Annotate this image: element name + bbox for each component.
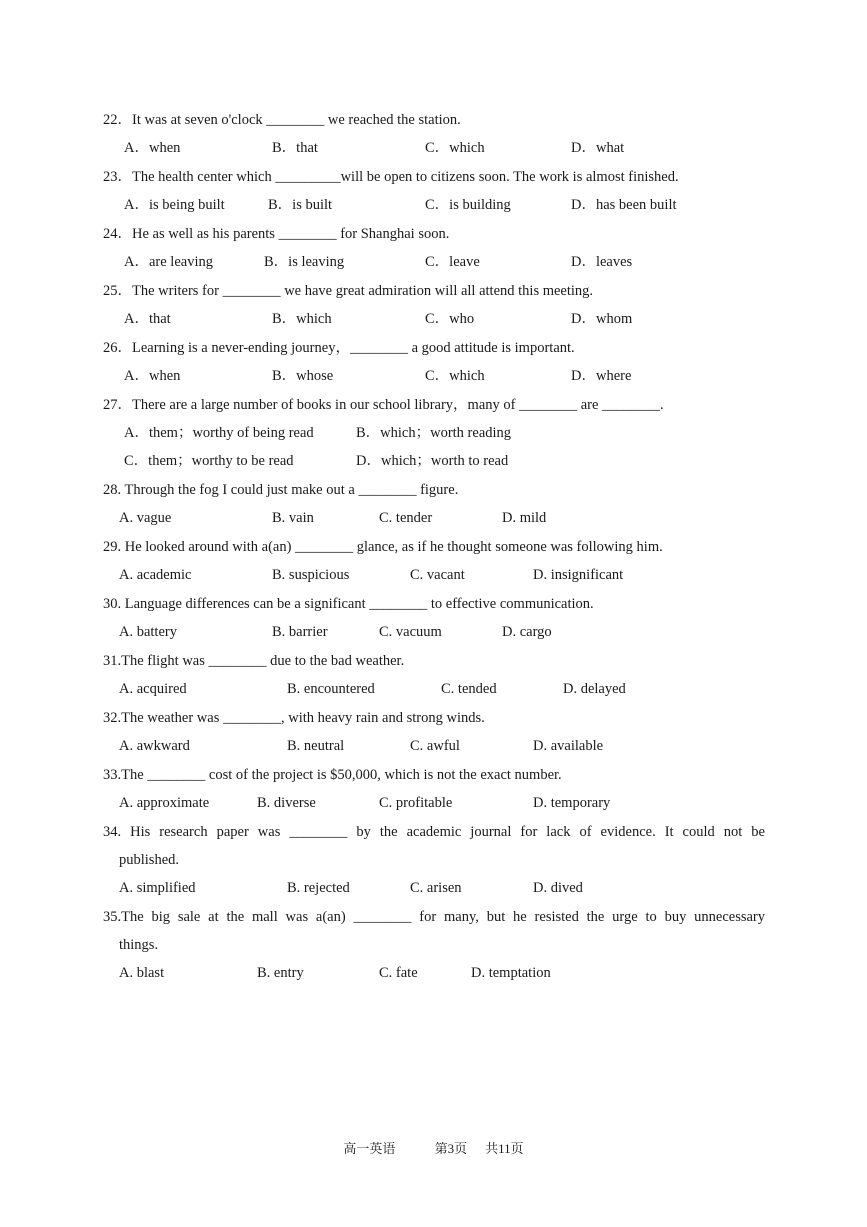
option-c: C．which bbox=[425, 140, 485, 156]
option-c: C. vacant bbox=[410, 567, 465, 583]
option-b: B. entry bbox=[257, 965, 304, 981]
option-b: B. encountered bbox=[287, 681, 375, 697]
option-d: D. dived bbox=[533, 880, 583, 896]
option-a: A. academic bbox=[119, 567, 192, 583]
question-stem-line1: 34. His research paper was ________ by the academic journal for lack of evidence. It could not be bbox=[103, 824, 765, 840]
page-footer bbox=[0, 1138, 867, 1157]
option-c: C. tended bbox=[441, 681, 497, 697]
option-a: A. simplified bbox=[119, 880, 196, 896]
option-c: C．them；worthy to be read bbox=[124, 453, 294, 469]
option-a: A．when bbox=[124, 140, 181, 156]
question-stem: 30. Language differences can be a significant ________ to effective communication. bbox=[103, 596, 594, 612]
option-d: D. temporary bbox=[533, 795, 611, 811]
option-c: C．leave bbox=[425, 254, 480, 270]
option-c: C．which bbox=[425, 368, 485, 384]
option-b: B. suspicious bbox=[272, 567, 350, 583]
option-d: D．whom bbox=[571, 311, 633, 327]
option-b: B．which bbox=[272, 311, 332, 327]
question-stem-continuation: things. bbox=[119, 937, 159, 953]
question-stem: 27．There are a large number of books in our school library，many of ________ are ________. bbox=[103, 397, 664, 413]
question-stem: 24．He as well as his parents ________ for Shanghai soon. bbox=[103, 226, 450, 242]
option-b: B. barrier bbox=[272, 624, 328, 640]
option-a: A．them；worthy of being read bbox=[124, 425, 314, 441]
question-stem: 31.The flight was ________ due to the bad weather. bbox=[103, 653, 405, 669]
option-d: D．which；worth to read bbox=[356, 453, 509, 469]
question-stem: 26．Learning is a never-ending journey，________ a good attitude is important. bbox=[103, 340, 575, 356]
option-c: C. awful bbox=[410, 738, 460, 754]
option-c: C. fate bbox=[379, 965, 418, 981]
option-a: A．are leaving bbox=[124, 254, 213, 270]
option-d: D．leaves bbox=[571, 254, 633, 270]
option-c: C. arisen bbox=[410, 880, 462, 896]
option-b: B．is leaving bbox=[264, 254, 345, 270]
option-d: D. mild bbox=[502, 510, 547, 526]
option-b: B. neutral bbox=[287, 738, 345, 754]
option-b: B．whose bbox=[272, 368, 334, 384]
option-d: D. cargo bbox=[502, 624, 552, 640]
option-c: C. profitable bbox=[379, 795, 453, 811]
option-b: B. vain bbox=[272, 510, 314, 526]
question-stem: 29. He looked around with a(an) ________ glance, as if he thought someone was following him. bbox=[103, 539, 663, 555]
footer-page-number: 第3页 bbox=[434, 1141, 468, 1156]
option-d: D. temptation bbox=[471, 965, 551, 981]
option-c: C. vacuum bbox=[379, 624, 442, 640]
option-a: A. vague bbox=[119, 510, 172, 526]
option-a: A. awkward bbox=[119, 738, 190, 754]
option-b: B．that bbox=[272, 140, 318, 156]
option-d: D．where bbox=[571, 368, 632, 384]
option-a: A．that bbox=[124, 311, 171, 327]
option-b: B. diverse bbox=[257, 795, 316, 811]
question-stem: 32.The weather was ________, with heavy rain and strong winds. bbox=[103, 710, 485, 726]
question-stem: 28. Through the fog I could just make out a ________ figure. bbox=[103, 482, 459, 498]
option-b: B．is built bbox=[268, 197, 333, 213]
option-d: D．what bbox=[571, 140, 625, 156]
option-d: D. insignificant bbox=[533, 567, 624, 583]
question-stem: 25．The writers for ________ we have great admiration will all attend this meeting. bbox=[103, 283, 594, 299]
option-a: A．is being built bbox=[124, 197, 225, 213]
option-d: D. delayed bbox=[563, 681, 626, 697]
question-stem bbox=[103, 908, 765, 926]
question-stem-line1: 35.The big sale at the mall was a(an) ________ for many, but he resisted the urge to buy unnecessary bbox=[103, 909, 765, 925]
question-stem: 23．The health center which _________will be open to citizens soon. The work is almost finished. bbox=[103, 169, 679, 185]
option-d: D. available bbox=[533, 738, 604, 754]
option-a: A. battery bbox=[119, 624, 177, 640]
option-a: A. blast bbox=[119, 965, 165, 981]
question-stem: 22．It was at seven o'clock ________ we reached the station. bbox=[103, 112, 461, 128]
option-a: A. acquired bbox=[119, 681, 187, 697]
option-a: A．when bbox=[124, 368, 181, 384]
question-stem bbox=[103, 823, 765, 841]
option-a: A. approximate bbox=[119, 795, 210, 811]
footer-subject: 高一英语 bbox=[343, 1141, 396, 1156]
option-b: B．which；worth reading bbox=[356, 425, 512, 441]
question-stem-continuation: published. bbox=[119, 852, 180, 868]
question-stem: 33.The ________ cost of the project is $50,000, which is not the exact number. bbox=[103, 767, 562, 783]
option-c: C．who bbox=[425, 311, 475, 327]
option-b: B. rejected bbox=[287, 880, 350, 896]
option-c: C．is building bbox=[425, 197, 511, 213]
option-c: C. tender bbox=[379, 510, 433, 526]
footer-total-pages: 共11页 bbox=[485, 1141, 524, 1156]
option-d: D．has been built bbox=[571, 197, 677, 213]
